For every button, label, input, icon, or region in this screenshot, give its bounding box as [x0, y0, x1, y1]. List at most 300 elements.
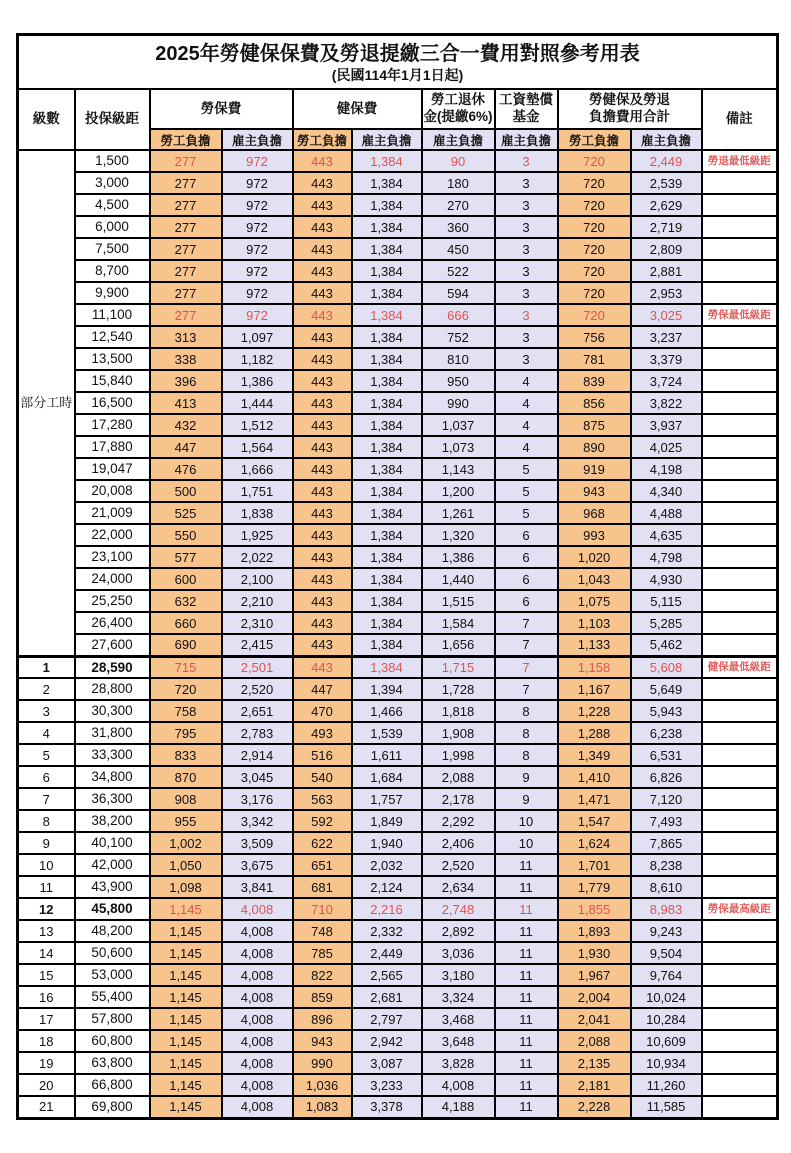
pension-employer-cell: 3,648 [422, 1030, 495, 1052]
labor-employer-cell: 972 [222, 260, 293, 282]
labor-employee-cell: 550 [150, 524, 222, 546]
bracket-cell: 36,300 [75, 788, 150, 810]
pension-employer-cell: 1,200 [422, 480, 495, 502]
labor-employee-cell: 1,145 [150, 1096, 222, 1118]
remark-cell [702, 260, 778, 282]
wage-fund-cell: 3 [495, 238, 558, 260]
health-employee-cell: 443 [293, 568, 352, 590]
table-row [18, 744, 778, 766]
table-row [18, 590, 778, 612]
wage-fund-cell: 3 [495, 216, 558, 238]
total-employer-cell: 4,798 [631, 546, 702, 568]
health-employee-cell: 443 [293, 370, 352, 392]
table-row [18, 436, 778, 458]
health-employee-cell: 990 [293, 1052, 352, 1074]
remark-cell [702, 172, 778, 194]
pension-employer-cell: 1,073 [422, 436, 495, 458]
level-cell: 7 [18, 788, 75, 810]
remark-cell [702, 326, 778, 348]
part-time-level-cell: 部分工時 [18, 150, 75, 656]
table-row [18, 502, 778, 524]
page-subtitle: (民國114年1月1日起) [331, 66, 464, 83]
remark-cell [702, 1074, 778, 1096]
remark-cell [702, 590, 778, 612]
total-employer-cell: 3,937 [631, 414, 702, 436]
column-header-level: 級數 [18, 89, 75, 150]
total-employer-cell: 7,120 [631, 788, 702, 810]
wage-fund-cell: 3 [495, 194, 558, 216]
total-employer-cell: 2,539 [631, 172, 702, 194]
labor-employee-cell: 338 [150, 348, 222, 370]
bracket-cell: 28,800 [75, 678, 150, 700]
remark-cell: 健保最低級距 [702, 656, 778, 678]
labor-employer-cell: 1,666 [222, 458, 293, 480]
remark-cell [702, 1096, 778, 1118]
table-row [18, 810, 778, 832]
total-employee-cell: 1,167 [558, 678, 631, 700]
wage-fund-cell: 10 [495, 810, 558, 832]
level-cell: 13 [18, 920, 75, 942]
labor-employer-cell: 1,564 [222, 436, 293, 458]
table-row [18, 172, 778, 194]
remark-cell [702, 502, 778, 524]
level-cell: 20 [18, 1074, 75, 1096]
health-employer-cell: 1,684 [352, 766, 422, 788]
remark-cell: 勞保最低級距 [702, 304, 778, 326]
health-employer-cell: 2,681 [352, 986, 422, 1008]
labor-employee-cell: 277 [150, 304, 222, 326]
health-employer-cell: 1,940 [352, 832, 422, 854]
bracket-cell: 33,300 [75, 744, 150, 766]
health-employee-cell: 443 [293, 612, 352, 634]
total-employee-cell: 1,624 [558, 832, 631, 854]
bracket-cell: 20,008 [75, 480, 150, 502]
wage-fund-cell: 11 [495, 964, 558, 986]
labor-employee-cell: 795 [150, 722, 222, 744]
pension-employer-cell: 752 [422, 326, 495, 348]
table-row [18, 678, 778, 700]
bracket-cell: 12,540 [75, 326, 150, 348]
bracket-cell: 24,000 [75, 568, 150, 590]
pension-employer-cell: 90 [422, 150, 495, 172]
page-title: 2025年勞健保保費及勞退提繳三合一費用對照參考用表 [155, 42, 640, 65]
labor-employee-cell: 870 [150, 766, 222, 788]
labor-employer-cell: 2,914 [222, 744, 293, 766]
pension-employer-cell: 522 [422, 260, 495, 282]
remark-cell [702, 282, 778, 304]
total-employee-cell: 720 [558, 150, 631, 172]
total-employer-cell: 8,238 [631, 854, 702, 876]
wage-fund-cell: 3 [495, 304, 558, 326]
bracket-cell: 13,500 [75, 348, 150, 370]
bracket-cell: 17,880 [75, 436, 150, 458]
bracket-cell: 27,600 [75, 634, 150, 656]
health-employer-cell: 1,384 [352, 524, 422, 546]
remark-cell [702, 436, 778, 458]
pension-employer-cell: 810 [422, 348, 495, 370]
table-row [18, 348, 778, 370]
labor-employee-cell: 1,145 [150, 942, 222, 964]
bracket-cell: 60,800 [75, 1030, 150, 1052]
subheader-pension-employer: 雇主負擔 [422, 129, 495, 150]
health-employer-cell: 2,124 [352, 876, 422, 898]
wage-fund-cell: 11 [495, 1030, 558, 1052]
labor-employee-cell: 277 [150, 172, 222, 194]
wage-fund-cell: 3 [495, 282, 558, 304]
health-employer-cell: 2,216 [352, 898, 422, 920]
wage-fund-cell: 3 [495, 150, 558, 172]
total-employee-cell: 890 [558, 436, 631, 458]
bracket-cell: 43,900 [75, 876, 150, 898]
level-cell: 16 [18, 986, 75, 1008]
wage-fund-cell: 4 [495, 392, 558, 414]
labor-employee-cell: 1,145 [150, 1030, 222, 1052]
pension-employer-cell: 2,178 [422, 788, 495, 810]
wage-fund-cell: 11 [495, 876, 558, 898]
table-row [18, 876, 778, 898]
table-row [18, 1096, 778, 1118]
total-employer-cell: 8,983 [631, 898, 702, 920]
total-employer-cell: 5,943 [631, 700, 702, 722]
total-employee-cell: 1,349 [558, 744, 631, 766]
labor-employee-cell: 632 [150, 590, 222, 612]
remark-cell [702, 612, 778, 634]
health-employee-cell: 470 [293, 700, 352, 722]
bracket-cell: 26,400 [75, 612, 150, 634]
remark-cell [702, 348, 778, 370]
bracket-cell: 15,840 [75, 370, 150, 392]
pension-employer-cell: 1,261 [422, 502, 495, 524]
labor-employee-cell: 1,145 [150, 1008, 222, 1030]
table-row [18, 326, 778, 348]
bracket-cell: 50,600 [75, 942, 150, 964]
premium-reference-table [16, 33, 779, 1120]
wage-fund-cell: 11 [495, 1074, 558, 1096]
health-employee-cell: 516 [293, 744, 352, 766]
total-employer-cell: 3,724 [631, 370, 702, 392]
total-employer-cell: 4,198 [631, 458, 702, 480]
total-employee-cell: 2,135 [558, 1052, 631, 1074]
health-employee-cell: 443 [293, 216, 352, 238]
total-employer-cell: 5,462 [631, 634, 702, 656]
column-header-pension: 勞工退休 金(提繳6%) [422, 89, 495, 129]
bracket-cell: 11,100 [75, 304, 150, 326]
remark-cell [702, 678, 778, 700]
health-employer-cell: 1,466 [352, 700, 422, 722]
table-row [18, 304, 778, 326]
table-row [18, 1030, 778, 1052]
total-employee-cell: 1,471 [558, 788, 631, 810]
labor-employer-cell: 4,008 [222, 964, 293, 986]
labor-employer-cell: 972 [222, 282, 293, 304]
labor-employee-cell: 277 [150, 260, 222, 282]
remark-cell [702, 238, 778, 260]
table-row [18, 370, 778, 392]
wage-fund-cell: 7 [495, 612, 558, 634]
health-employer-cell: 2,449 [352, 942, 422, 964]
pension-employer-cell: 990 [422, 392, 495, 414]
health-employee-cell: 681 [293, 876, 352, 898]
table-row [18, 392, 778, 414]
total-employer-cell: 2,719 [631, 216, 702, 238]
wage-fund-cell: 3 [495, 326, 558, 348]
table-row [18, 898, 778, 920]
health-employer-cell: 1,384 [352, 216, 422, 238]
health-employer-cell: 1,384 [352, 656, 422, 678]
remark-cell [702, 216, 778, 238]
labor-employee-cell: 500 [150, 480, 222, 502]
total-employee-cell: 1,893 [558, 920, 631, 942]
pension-employer-cell: 950 [422, 370, 495, 392]
total-employee-cell: 720 [558, 194, 631, 216]
health-employee-cell: 443 [293, 524, 352, 546]
total-employer-cell: 9,504 [631, 942, 702, 964]
total-employee-cell: 720 [558, 282, 631, 304]
bracket-cell: 25,250 [75, 590, 150, 612]
labor-employer-cell: 972 [222, 238, 293, 260]
health-employee-cell: 785 [293, 942, 352, 964]
labor-employee-cell: 1,145 [150, 898, 222, 920]
total-employee-cell: 1,288 [558, 722, 631, 744]
health-employer-cell: 1,384 [352, 436, 422, 458]
labor-employer-cell: 4,008 [222, 920, 293, 942]
level-cell: 14 [18, 942, 75, 964]
total-employer-cell: 9,764 [631, 964, 702, 986]
pension-employer-cell: 1,515 [422, 590, 495, 612]
remark-cell [702, 964, 778, 986]
total-employee-cell: 720 [558, 216, 631, 238]
pension-employer-cell: 3,828 [422, 1052, 495, 1074]
wage-fund-cell: 8 [495, 722, 558, 744]
table-row [18, 480, 778, 502]
subheader-total-employer: 雇主負擔 [631, 129, 702, 150]
subheader-health-employee: 勞工負擔 [293, 129, 352, 150]
wage-fund-cell: 7 [495, 656, 558, 678]
remark-cell [702, 414, 778, 436]
labor-employee-cell: 1,050 [150, 854, 222, 876]
total-employee-cell: 1,930 [558, 942, 631, 964]
table-title-block [18, 35, 778, 90]
labor-employer-cell: 2,651 [222, 700, 293, 722]
pension-employer-cell: 1,143 [422, 458, 495, 480]
health-employee-cell: 443 [293, 304, 352, 326]
table-row [18, 414, 778, 436]
labor-employer-cell: 4,008 [222, 1074, 293, 1096]
labor-employee-cell: 1,145 [150, 1074, 222, 1096]
bracket-cell: 6,000 [75, 216, 150, 238]
health-employee-cell: 443 [293, 326, 352, 348]
remark-cell [702, 392, 778, 414]
table-row [18, 722, 778, 744]
pension-employer-cell: 1,037 [422, 414, 495, 436]
health-employer-cell: 1,384 [352, 194, 422, 216]
table-row [18, 612, 778, 634]
bracket-cell: 45,800 [75, 898, 150, 920]
labor-employee-cell: 577 [150, 546, 222, 568]
labor-employee-cell: 313 [150, 326, 222, 348]
table-row [18, 238, 778, 260]
health-employer-cell: 1,384 [352, 414, 422, 436]
column-header-remark: 備註 [702, 89, 778, 150]
level-cell: 19 [18, 1052, 75, 1074]
health-employer-cell: 1,384 [352, 458, 422, 480]
labor-employer-cell: 2,100 [222, 568, 293, 590]
labor-employee-cell: 908 [150, 788, 222, 810]
total-employer-cell: 3,025 [631, 304, 702, 326]
level-cell: 2 [18, 678, 75, 700]
total-employer-cell: 9,243 [631, 920, 702, 942]
wage-fund-cell: 9 [495, 766, 558, 788]
health-employee-cell: 710 [293, 898, 352, 920]
labor-employer-cell: 972 [222, 304, 293, 326]
bracket-cell: 17,280 [75, 414, 150, 436]
total-employee-cell: 1,075 [558, 590, 631, 612]
health-employee-cell: 447 [293, 678, 352, 700]
health-employer-cell: 1,384 [352, 502, 422, 524]
bracket-cell: 4,500 [75, 194, 150, 216]
wage-fund-cell: 6 [495, 524, 558, 546]
level-cell: 15 [18, 964, 75, 986]
wage-fund-cell: 11 [495, 1008, 558, 1030]
labor-employee-cell: 758 [150, 700, 222, 722]
health-employer-cell: 1,849 [352, 810, 422, 832]
total-employer-cell: 2,881 [631, 260, 702, 282]
remark-cell [702, 722, 778, 744]
pension-employer-cell: 2,088 [422, 766, 495, 788]
pension-employer-cell: 450 [422, 238, 495, 260]
health-employee-cell: 443 [293, 392, 352, 414]
remark-cell [702, 1030, 778, 1052]
subheader-wage-fund-employer: 雇主負擔 [495, 129, 558, 150]
total-employee-cell: 781 [558, 348, 631, 370]
bracket-cell: 9,900 [75, 282, 150, 304]
total-employer-cell: 8,610 [631, 876, 702, 898]
labor-employer-cell: 972 [222, 172, 293, 194]
table-row [18, 766, 778, 788]
health-employee-cell: 493 [293, 722, 352, 744]
labor-employee-cell: 277 [150, 282, 222, 304]
health-employee-cell: 443 [293, 634, 352, 656]
bracket-cell: 55,400 [75, 986, 150, 1008]
health-employer-cell: 1,384 [352, 634, 422, 656]
pension-employer-cell: 4,008 [422, 1074, 495, 1096]
total-employer-cell: 11,260 [631, 1074, 702, 1096]
bracket-cell: 53,000 [75, 964, 150, 986]
wage-fund-cell: 3 [495, 348, 558, 370]
health-employer-cell: 2,942 [352, 1030, 422, 1052]
labor-employer-cell: 1,182 [222, 348, 293, 370]
table-row [18, 1052, 778, 1074]
remark-cell [702, 766, 778, 788]
labor-employee-cell: 833 [150, 744, 222, 766]
health-employer-cell: 2,332 [352, 920, 422, 942]
labor-employer-cell: 1,444 [222, 392, 293, 414]
remark-cell [702, 876, 778, 898]
table-row [18, 854, 778, 876]
bracket-cell: 3,000 [75, 172, 150, 194]
labor-employee-cell: 277 [150, 216, 222, 238]
health-employee-cell: 443 [293, 348, 352, 370]
bracket-cell: 23,100 [75, 546, 150, 568]
pension-employer-cell: 1,715 [422, 656, 495, 678]
pension-employer-cell: 1,818 [422, 700, 495, 722]
labor-employer-cell: 4,008 [222, 1052, 293, 1074]
table-row [18, 282, 778, 304]
bracket-cell: 57,800 [75, 1008, 150, 1030]
bracket-cell: 22,000 [75, 524, 150, 546]
total-employee-cell: 2,004 [558, 986, 631, 1008]
total-employer-cell: 10,024 [631, 986, 702, 1008]
labor-employee-cell: 1,098 [150, 876, 222, 898]
labor-employer-cell: 3,841 [222, 876, 293, 898]
total-employee-cell: 1,020 [558, 546, 631, 568]
wage-fund-cell: 10 [495, 832, 558, 854]
labor-employer-cell: 1,386 [222, 370, 293, 392]
total-employer-cell: 7,865 [631, 832, 702, 854]
pension-employer-cell: 2,892 [422, 920, 495, 942]
pension-employer-cell: 666 [422, 304, 495, 326]
total-employee-cell: 1,967 [558, 964, 631, 986]
bracket-cell: 69,800 [75, 1096, 150, 1118]
health-employer-cell: 1,384 [352, 590, 422, 612]
labor-employee-cell: 396 [150, 370, 222, 392]
health-employer-cell: 1,384 [352, 370, 422, 392]
labor-employer-cell: 4,008 [222, 1030, 293, 1052]
labor-employer-cell: 972 [222, 216, 293, 238]
subheader-labor-employer: 雇主負擔 [222, 129, 293, 150]
wage-fund-cell: 11 [495, 1096, 558, 1118]
wage-fund-cell: 11 [495, 942, 558, 964]
total-employee-cell: 1,043 [558, 568, 631, 590]
wage-fund-cell: 7 [495, 634, 558, 656]
level-cell: 17 [18, 1008, 75, 1030]
total-employer-cell: 3,822 [631, 392, 702, 414]
labor-employer-cell: 3,342 [222, 810, 293, 832]
table-row [18, 568, 778, 590]
wage-fund-cell: 4 [495, 370, 558, 392]
total-employer-cell: 4,025 [631, 436, 702, 458]
pension-employer-cell: 180 [422, 172, 495, 194]
remark-cell [702, 788, 778, 810]
total-employer-cell: 3,379 [631, 348, 702, 370]
total-employer-cell: 2,809 [631, 238, 702, 260]
subheader-health-employer: 雇主負擔 [352, 129, 422, 150]
total-employee-cell: 943 [558, 480, 631, 502]
total-employee-cell: 2,041 [558, 1008, 631, 1030]
labor-employer-cell: 3,176 [222, 788, 293, 810]
labor-employee-cell: 277 [150, 238, 222, 260]
health-employee-cell: 443 [293, 414, 352, 436]
total-employer-cell: 7,493 [631, 810, 702, 832]
table-row [18, 700, 778, 722]
labor-employer-cell: 4,008 [222, 942, 293, 964]
remark-cell: 勞退最低級距 [702, 150, 778, 172]
health-employee-cell: 443 [293, 436, 352, 458]
wage-fund-cell: 3 [495, 172, 558, 194]
labor-employee-cell: 432 [150, 414, 222, 436]
wage-fund-cell: 11 [495, 898, 558, 920]
labor-employer-cell: 4,008 [222, 1008, 293, 1030]
total-employee-cell: 839 [558, 370, 631, 392]
health-employer-cell: 1,384 [352, 568, 422, 590]
health-employer-cell: 1,384 [352, 238, 422, 260]
level-cell: 5 [18, 744, 75, 766]
health-employer-cell: 1,539 [352, 722, 422, 744]
total-employee-cell: 919 [558, 458, 631, 480]
bracket-cell: 7,500 [75, 238, 150, 260]
total-employee-cell: 720 [558, 172, 631, 194]
health-employee-cell: 443 [293, 150, 352, 172]
